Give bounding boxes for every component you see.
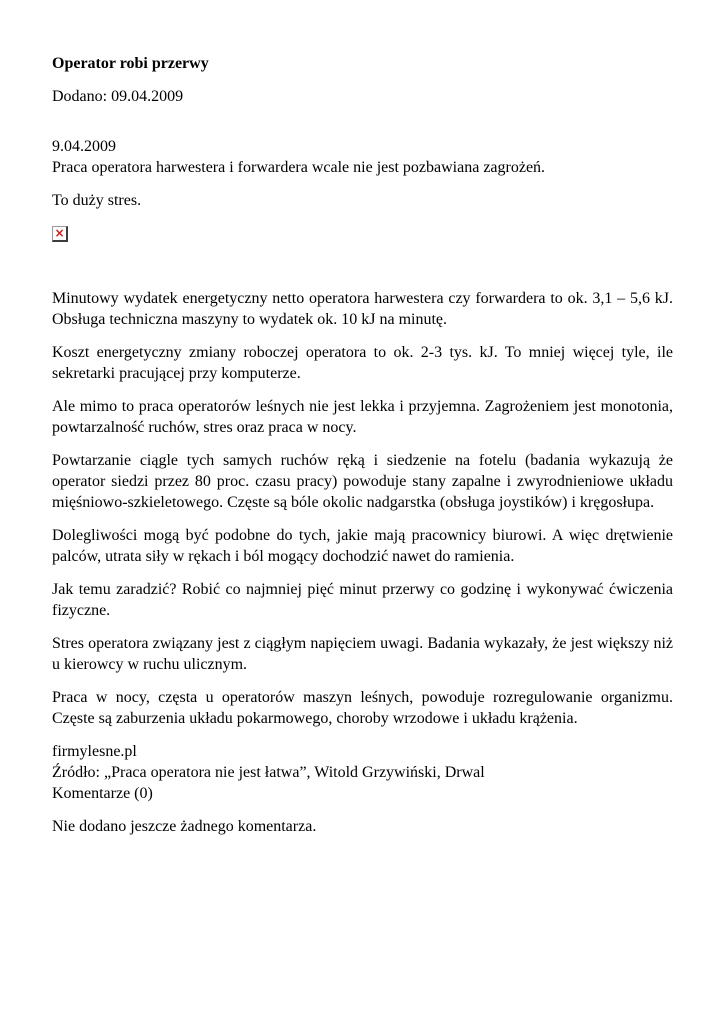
article-lead <box>52 136 673 178</box>
article-paragraph: Minutowy wydatek energetyczny netto operatora harwestera czy forwardera to ok. 3,1 – 5,6 kJ. Obsługa techniczna maszyny to wydatek ok. 10 kJ na minutę. <box>52 290 673 328</box>
article-date-line: 9.04.2009 <box>52 138 116 155</box>
article-paragraph: Ale mimo to praca operatorów leśnych nie jest lekka i przyjemna. Zagrożeniem jest monotonia, powtarzalność ruchów, stres oraz praca w nocy. <box>52 398 673 436</box>
no-comments-message: Nie dodano jeszcze żadnego komentarza. <box>52 818 317 835</box>
article-paragraph: Koszt energetyczny zmiany roboczej operatora to ok. 2-3 tys. kJ. To mniej więcej tyle, ile sekretarki pracującej przy komputerze. <box>52 344 673 382</box>
article-paragraph: Powtarzanie ciągle tych samych ruchów ręką i siedzenie na fotelu (badania wykazują że operator siedzi przez 80 proc. czasu pracy) powoduje stany zapalne i zwyrodnieniowe układu mięśniowo-szkieletowego. Częste są bóle okolic nadgarstka (obsługa joystików) i kręgosłupa. <box>52 452 673 511</box>
article-intro-line: Praca operatora harwestera i forwardera wcale nie jest pozbawiana zagrożeń. <box>52 159 546 176</box>
article-title: Operator robi przerwy <box>52 55 209 72</box>
article-stress-line: To duży stres. <box>52 192 142 209</box>
article-paragraph: Stres operatora związany jest z ciągłym napięciem uwagi. Badania wykazały, że jest większy niż u kierowcy w ruchu ulicznym. <box>52 635 673 673</box>
comments-count: Komentarze (0) <box>52 785 153 802</box>
red-x-glyph: × <box>54 226 65 241</box>
broken-image-icon <box>52 226 68 242</box>
article-paragraph: Dolegliwości mogą być podobne do tych, jakie mają pracownicy biurowi. A więc drętwienie palców, utrata siły w rękach i ból mogący dochodzić nawet do ramienia. <box>52 527 673 565</box>
article-paragraph: Praca w nocy, częsta u operatorów maszyn leśnych, powoduje rozregulowanie organizmu. Częste są zaburzenia układu pokarmowego, choroby wrzodowe i układu krążenia. <box>52 689 673 727</box>
article-added-date: Dodano: 09.04.2009 <box>52 88 184 105</box>
source-site: firmylesne.pl <box>52 743 137 760</box>
broken-image-placeholder <box>52 223 673 244</box>
article-footer <box>52 741 673 804</box>
article-paragraph: Jak temu zaradzić? Robić co najmniej pięć minut przerwy co godzinę i wykonywać ćwiczenia fizyczne. <box>52 581 673 619</box>
source-citation: Źródło: „Praca operatora nie jest łatwa”, Witold Grzywiński, Drwal <box>52 764 485 781</box>
